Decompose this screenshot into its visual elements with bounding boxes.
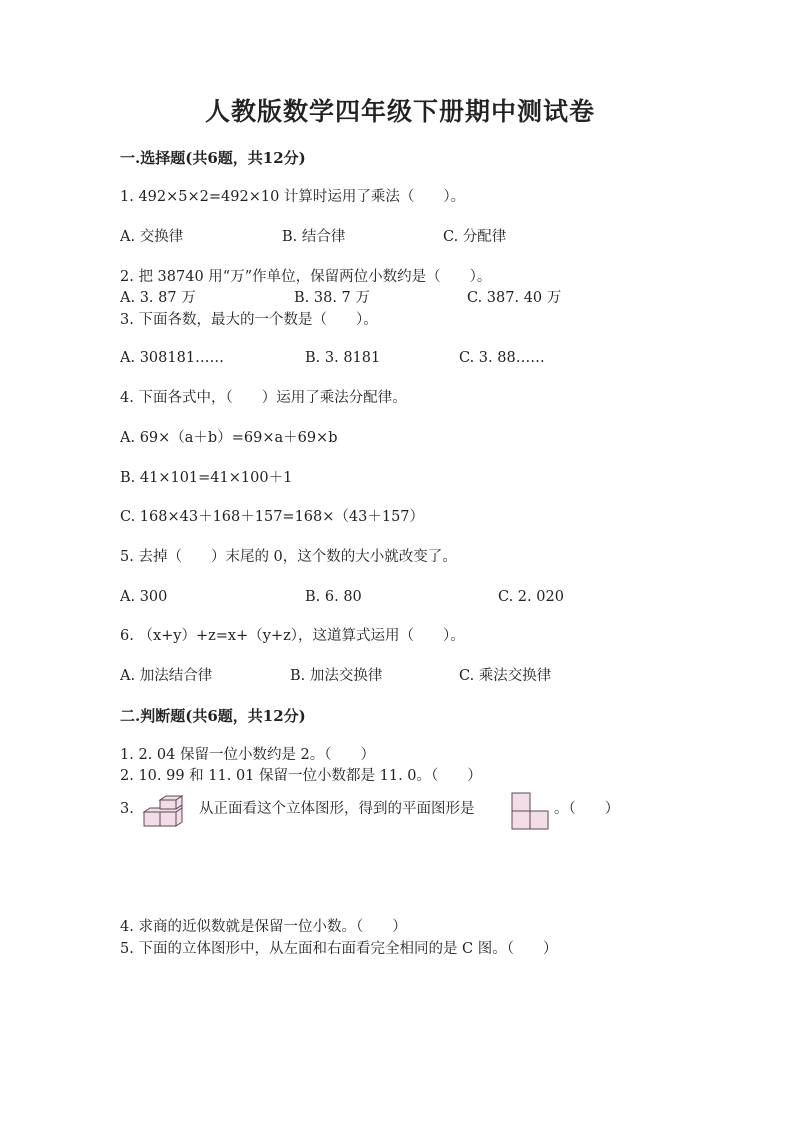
question-3-option-b: B. 3. 8181 xyxy=(305,350,381,366)
question-4-option-c: C. 168×43＋168＋157=168×（43＋157） xyxy=(120,509,425,525)
page-title: 人教版数学四年级下册期中测试卷 xyxy=(204,97,595,126)
question-2-option-c: C. 387. 40 万 xyxy=(467,290,562,306)
question-6-option-b: B. 加法交换律 xyxy=(290,668,383,684)
question-5-option-c: C. 2. 020 xyxy=(498,589,564,605)
question-1-option-c: C. 分配律 xyxy=(443,229,507,245)
question-2-stem: 2. 把 38740 用“万”作单位，保留两位小数约是（ ）。 xyxy=(120,269,492,285)
question-3-stem: 3. 下面各数，最大的一个数是（ ）。 xyxy=(120,312,378,328)
judge-2-stem: 2. 10. 99 和 11. 01 保留一位小数都是 11. 0。（ ） xyxy=(120,768,482,784)
question-6-option-a: A. 加法结合律 xyxy=(120,668,213,684)
front-view-figure xyxy=(511,792,551,830)
question-5-option-b: B. 6. 80 xyxy=(305,589,362,605)
question-3-option-a: A. 308181…… xyxy=(120,350,225,366)
question-6-option-c: C. 乘法交换律 xyxy=(459,668,552,684)
judge-5-stem: 5. 下面的立体图形中，从左面和右面看完全相同的是 C 图。（ ） xyxy=(120,941,558,957)
3d-cube-figure xyxy=(140,794,188,830)
question-6-stem: 6. （x+y）+z=x+（y+z），这道算式运用（ ）。 xyxy=(120,628,465,644)
question-1-option-a: A. 交换律 xyxy=(120,229,184,245)
question-4-option-a: A. 69×（a＋b）=69×a＋69×b xyxy=(120,430,338,446)
question-4-stem: 4. 下面各式中，（ ）运用了乘法分配律。 xyxy=(120,390,407,406)
section-heading-judgement: 二.判断题(共6题，共12分) xyxy=(120,707,306,725)
question-5-option-a: A. 300 xyxy=(120,589,168,605)
judge-4-stem: 4. 求商的近似数就是保留一位小数。（ ） xyxy=(120,919,407,935)
question-5-stem: 5. 去掉（ ）末尾的 0，这个数的大小就改变了。 xyxy=(120,549,457,565)
question-3-option-c: C. 3. 88…… xyxy=(459,350,545,366)
judge-3-stem-a: 从正面看这个立体图形，得到的平面图形是 xyxy=(199,801,475,817)
question-2-option-b: B. 38. 7 万 xyxy=(294,290,370,306)
question-1-stem: 1. 492×5×2=492×10 计算时运用了乘法（ ）。 xyxy=(120,189,466,205)
question-4-option-b: B. 41×101=41×100＋1 xyxy=(120,470,293,486)
question-1-option-b: B. 结合律 xyxy=(282,229,346,245)
section-heading-choice: 一.选择题(共6题，共12分) xyxy=(120,149,306,167)
judge-3-stem-b: 。（ ） xyxy=(554,801,620,817)
judge-1-stem: 1. 2. 04 保留一位小数约是 2。（ ） xyxy=(120,747,376,763)
question-2-option-a: A. 3. 87 万 xyxy=(120,290,196,306)
judge-3-number: 3. xyxy=(120,801,134,817)
